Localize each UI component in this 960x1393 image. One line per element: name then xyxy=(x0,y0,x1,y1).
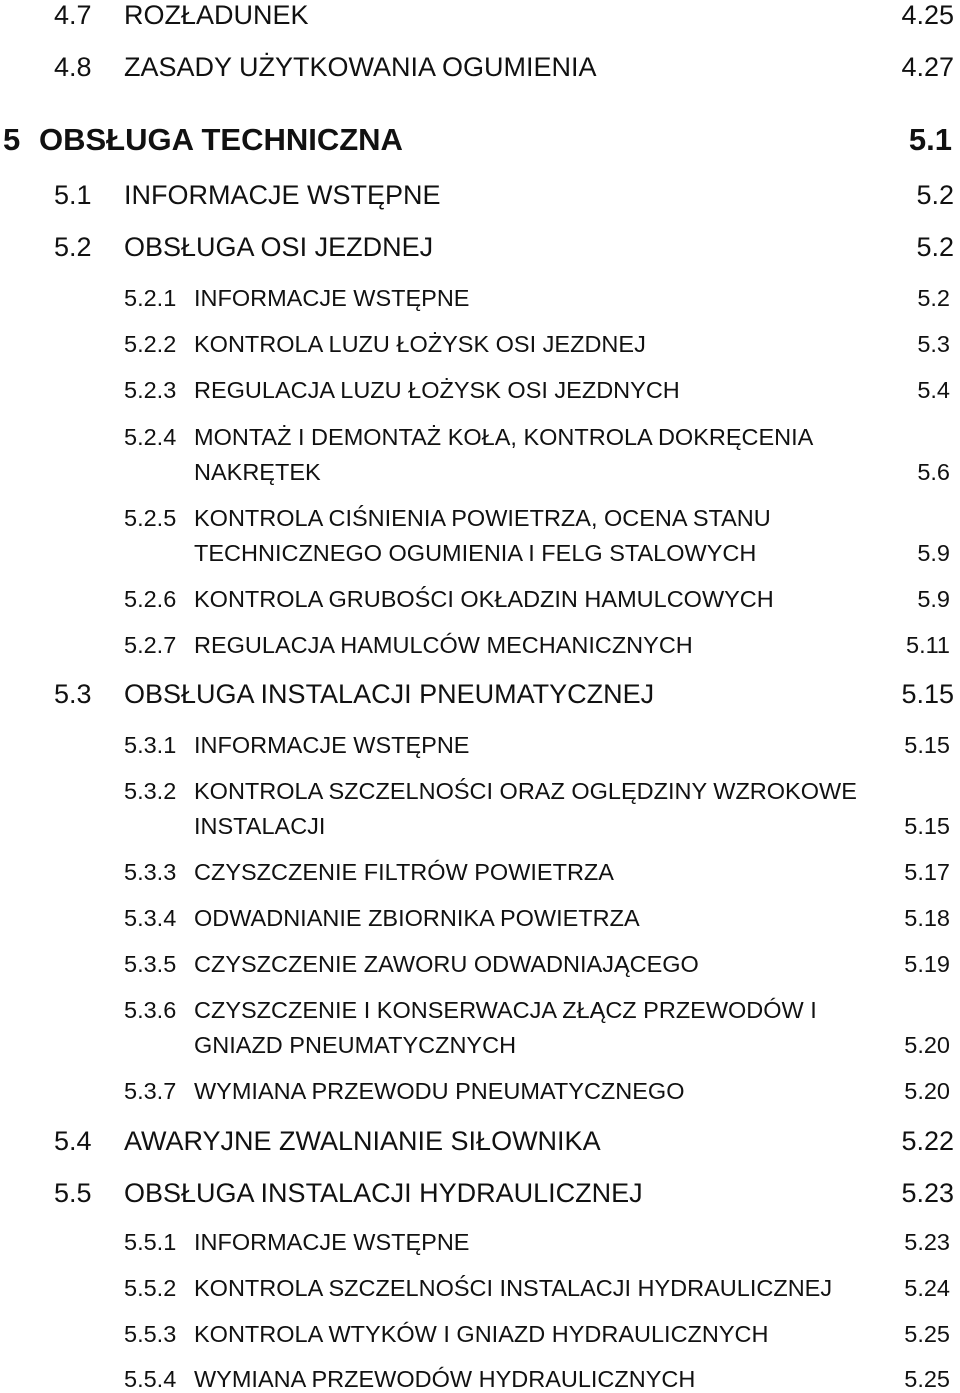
toc-title[interactable]: CZYSZCZENIE FILTRÓW POWIETRZA xyxy=(194,859,614,885)
toc-page: 5.9 xyxy=(917,586,950,612)
toc-page: 5.23 xyxy=(904,1229,950,1255)
toc-title[interactable]: INFORMACJE WSTĘPNE xyxy=(194,732,470,758)
toc-page: 4.27 xyxy=(901,52,954,82)
toc-number: 5.5.2 xyxy=(124,1275,177,1301)
toc-page: 4.25 xyxy=(901,0,954,30)
toc-title-continued[interactable]: GNIAZD PNEUMATYCZNYCH xyxy=(194,1032,517,1058)
toc-number: 5.3.7 xyxy=(124,1078,177,1104)
toc-title[interactable]: ZASADY UŻYTKOWANIA OGUMIENIA xyxy=(124,52,597,82)
toc-title[interactable]: OBSŁUGA TECHNICZNA xyxy=(39,122,403,157)
toc-page: 5.3 xyxy=(917,331,950,357)
toc-title[interactable]: KONTROLA CIŚNIENIA POWIETRZA, OCENA STANU xyxy=(194,505,771,531)
toc-title[interactable]: OBSŁUGA INSTALACJI HYDRAULICZNEJ xyxy=(124,1178,643,1208)
toc-number: 5.3.6 xyxy=(124,997,177,1023)
toc-title-continued[interactable]: TECHNICZNEGO OGUMIENIA I FELG STALOWYCH xyxy=(194,540,757,566)
toc-page: 5.9 xyxy=(917,540,950,566)
toc-number: 5.4 xyxy=(54,1126,92,1156)
toc-page: 5.18 xyxy=(904,905,950,931)
toc-page: 5.2 xyxy=(916,180,954,210)
toc-number: 5.5.4 xyxy=(124,1366,177,1392)
toc-number: 5.3.2 xyxy=(124,778,177,804)
toc-title-continued[interactable]: INSTALACJI xyxy=(194,813,326,839)
toc-page: 5.17 xyxy=(904,859,950,885)
toc-number: 5.2.7 xyxy=(124,632,177,658)
toc-title[interactable]: KONTROLA SZCZELNOŚCI ORAZ OGLĘDZINY WZROKOWE xyxy=(194,778,857,804)
toc-page: 5.25 xyxy=(904,1366,950,1392)
toc-page: 5.15 xyxy=(901,679,954,709)
toc-number: 5.1 xyxy=(54,180,92,210)
toc-number: 5.5.3 xyxy=(124,1321,177,1347)
toc-title[interactable]: CZYSZCZENIE I KONSERWACJA ZŁĄCZ PRZEWODÓW I xyxy=(194,997,817,1023)
toc-page: 5.15 xyxy=(904,732,950,758)
toc-title[interactable]: KONTROLA SZCZELNOŚCI INSTALACJI HYDRAULICZNEJ xyxy=(194,1275,833,1301)
toc-page: 5.6 xyxy=(917,459,950,485)
toc-title[interactable]: ODWADNIANIE ZBIORNIKA POWIETRZA xyxy=(194,905,640,931)
toc-page: 5.19 xyxy=(904,951,950,977)
toc-title[interactable]: REGULACJA HAMULCÓW MECHANICZNYCH xyxy=(194,632,693,658)
toc-title[interactable]: WYMIANA PRZEWODÓW HYDRAULICZNYCH xyxy=(194,1366,696,1392)
toc-page: 5.22 xyxy=(901,1126,954,1156)
toc-number: 5.2.3 xyxy=(124,377,177,403)
toc-number: 5.2 xyxy=(54,232,92,262)
toc-number: 5.2.1 xyxy=(124,285,177,311)
toc-title-continued[interactable]: NAKRĘTEK xyxy=(194,459,321,485)
toc-title[interactable]: MONTAŻ I DEMONTAŻ KOŁA, KONTROLA DOKRĘCENIA xyxy=(194,424,814,450)
toc-title[interactable]: INFORMACJE WSTĘPNE xyxy=(194,285,470,311)
toc-number: 5.3.5 xyxy=(124,951,177,977)
toc-title[interactable]: WYMIANA PRZEWODU PNEUMATYCZNEGO xyxy=(194,1078,685,1104)
toc-title[interactable]: ROZŁADUNEK xyxy=(124,0,309,30)
toc-page: 5.11 xyxy=(906,632,950,658)
toc-number: 5.5 xyxy=(54,1178,92,1208)
toc-title[interactable]: KONTROLA WTYKÓW I GNIAZD HYDRAULICZNYCH xyxy=(194,1321,769,1347)
toc-title[interactable]: INFORMACJE WSTĘPNE xyxy=(124,180,441,210)
toc-number: 5.3.3 xyxy=(124,859,177,885)
toc-title[interactable]: OBSŁUGA OSI JEZDNEJ xyxy=(124,232,434,262)
toc-title[interactable]: OBSŁUGA INSTALACJI PNEUMATYCZNEJ xyxy=(124,679,655,709)
toc-page: 5.20 xyxy=(904,1032,950,1058)
toc-number: 5.2.2 xyxy=(124,331,177,357)
toc-title[interactable]: REGULACJA LUZU ŁOŻYSK OSI JEZDNYCH xyxy=(194,377,680,403)
toc-number: 5.2.6 xyxy=(124,586,177,612)
toc-title[interactable]: KONTROLA GRUBOŚCI OKŁADZIN HAMULCOWYCH xyxy=(194,586,774,612)
toc-page: 5.25 xyxy=(904,1321,950,1347)
toc-number: 5.5.1 xyxy=(124,1229,177,1255)
toc-title[interactable]: KONTROLA LUZU ŁOŻYSK OSI JEZDNEJ xyxy=(194,331,646,357)
toc-number: 5.3.1 xyxy=(124,732,177,758)
toc-title[interactable]: AWARYJNE ZWALNIANIE SIŁOWNIKA xyxy=(124,1126,601,1156)
toc-number: 5 xyxy=(3,122,21,157)
toc-page: 5.15 xyxy=(904,813,950,839)
toc-page: 5.2 xyxy=(917,285,950,311)
toc-title[interactable]: CZYSZCZENIE ZAWORU ODWADNIAJĄCEGO xyxy=(194,951,699,977)
toc-number: 4.8 xyxy=(54,52,92,82)
toc-number: 5.3.4 xyxy=(124,905,177,931)
toc-page: 5.2 xyxy=(916,232,954,262)
toc-page: 5.4 xyxy=(917,377,950,403)
toc-number: 4.7 xyxy=(54,0,92,30)
toc-page: 5.1 xyxy=(908,122,952,157)
toc-number: 5.2.5 xyxy=(124,505,177,531)
toc-number: 5.2.4 xyxy=(124,424,177,450)
toc-page: 5.23 xyxy=(901,1178,954,1208)
toc-number: 5.3 xyxy=(54,679,92,709)
toc-title[interactable]: INFORMACJE WSTĘPNE xyxy=(194,1229,470,1255)
toc-page: 5.24 xyxy=(904,1275,950,1301)
toc-page: 5.20 xyxy=(904,1078,950,1104)
